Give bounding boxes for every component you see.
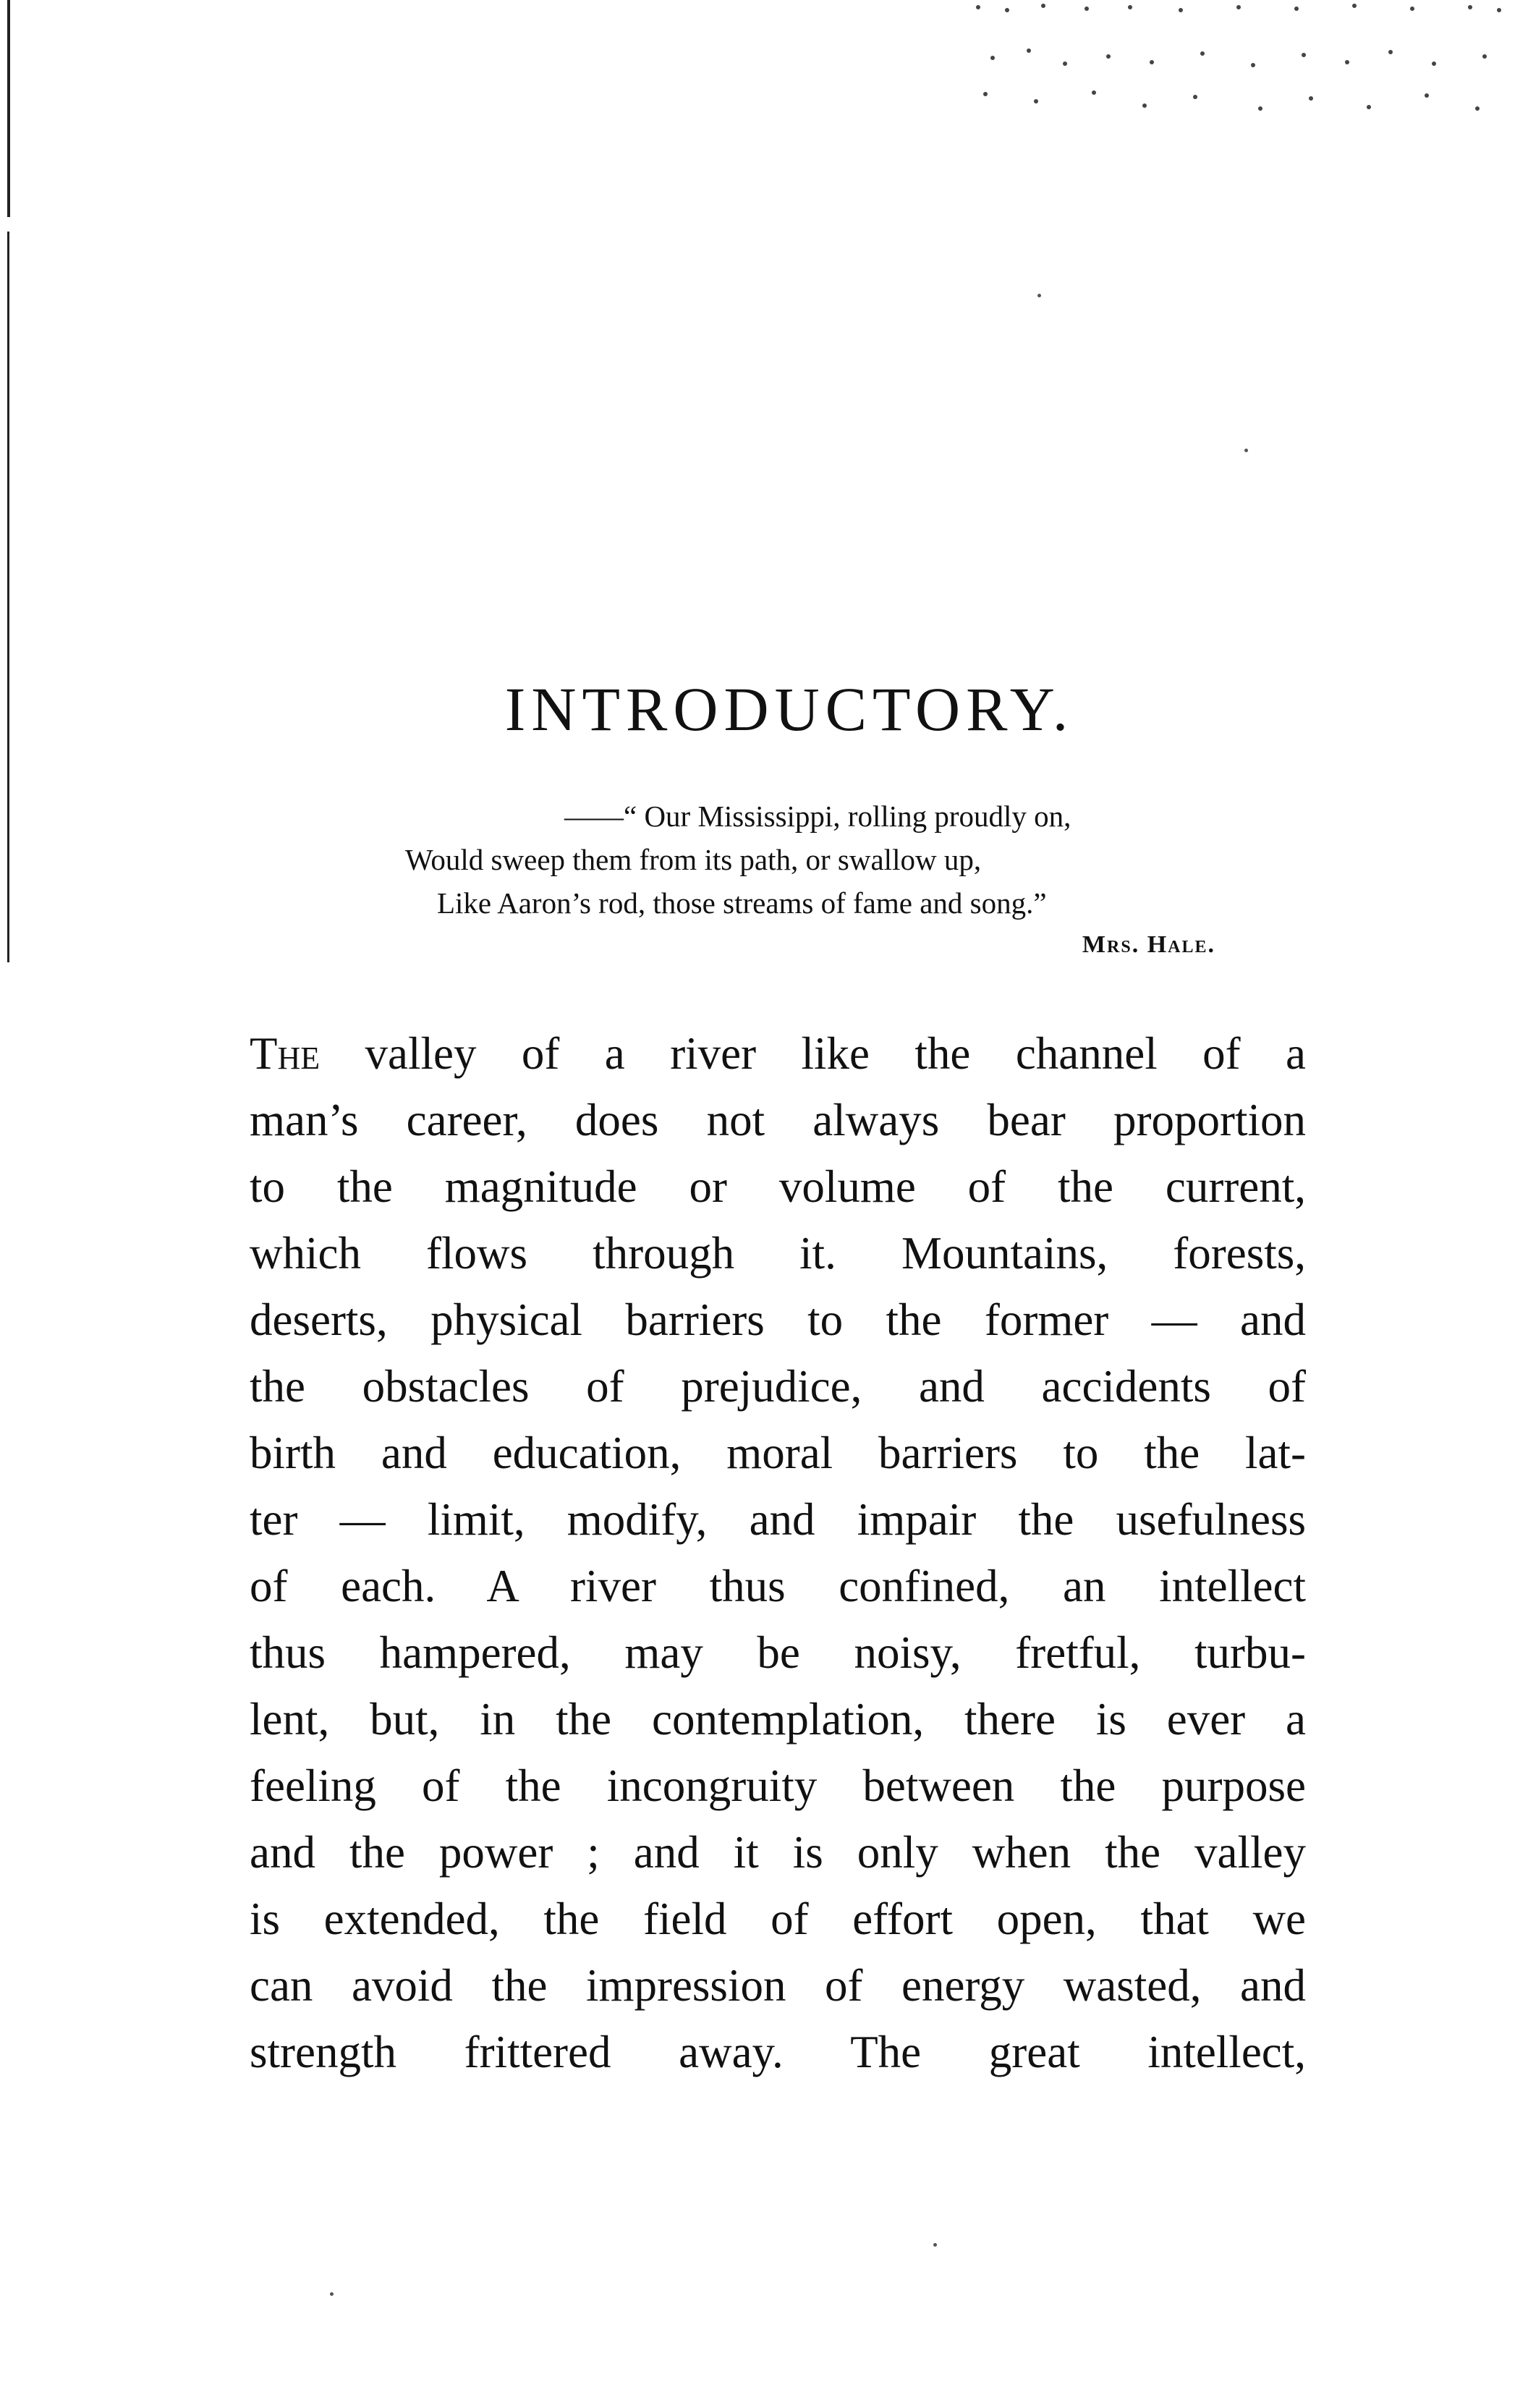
stray-mark [330, 2292, 334, 2296]
epigraph-attribution: Mrs. Hale. [1082, 931, 1215, 958]
text-line: strength frittered away. The great intellect, [250, 2027, 1306, 2077]
stray-mark [1244, 449, 1248, 452]
text-line: ter — limit, modify, and impair the usefulness [250, 1494, 1306, 1545]
stray-mark [933, 2243, 937, 2247]
text-line: birth and education, moral barriers to the lat- [250, 1428, 1306, 1478]
text-line: is extended, the field of effort open, that we [250, 1894, 1306, 1944]
first-line-text: valley of a river like the channel of a [320, 1028, 1306, 1079]
body-paragraph [250, 1020, 1306, 2085]
epigraph-line: Like Aaron’s rod, those streams of fame and song.” [437, 886, 1047, 920]
stray-mark [1037, 294, 1041, 297]
show-through-speckle [964, 0, 1514, 130]
binding-edge-mark [7, 0, 10, 217]
text-line: deserts, physical barriers to the former — and [250, 1294, 1306, 1345]
text-line: of each. A river thus confined, an intellect [250, 1561, 1306, 1611]
epigraph [405, 794, 1230, 965]
text-line: can avoid the impression of energy wasted, and [250, 1960, 1306, 2011]
page-title: INTRODUCTORY. [504, 674, 1074, 744]
text-line: lent, but, in the contemplation, there is ever a [250, 1694, 1306, 1744]
epigraph-line: ——“ Our Mississippi, rolling proudly on, [564, 800, 1071, 833]
epigraph-line: Would sweep them from its path, or swallow up, [405, 843, 982, 876]
text-line: man’s career, does not always bear proportion [250, 1095, 1306, 1145]
binding-edge-mark [7, 232, 9, 962]
text-line [250, 1020, 1306, 1087]
text-line: thus hampered, may be noisy, fretful, turbu- [250, 1627, 1306, 1678]
text-line: feeling of the incongruity between the purpose [250, 1760, 1306, 1811]
lead-word: The [250, 1028, 321, 1079]
text-line: the obstacles of prejudice, and accidents of [250, 1361, 1306, 1412]
text-line: which flows through it. Mountains, forests, [250, 1228, 1306, 1279]
text-line: and the power ; and it is only when the valley [250, 1827, 1306, 1878]
text-line: to the magnitude or volume of the current, [250, 1161, 1306, 1212]
